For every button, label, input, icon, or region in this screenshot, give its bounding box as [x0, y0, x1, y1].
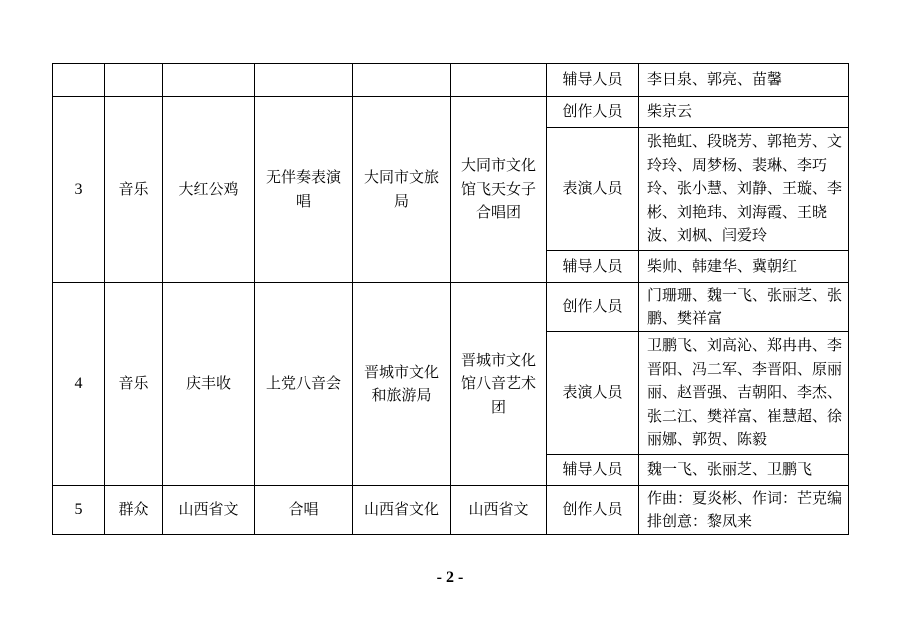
- entry-unit: 山西省文化: [353, 486, 451, 535]
- names-cell: 李日泉、郭亮、苗馨: [639, 64, 849, 97]
- role-cell: 辅导人员: [547, 64, 639, 97]
- names-cell: 张艳虹、段晓芳、郭艳芳、文玲玲、周梦杨、裴琳、李巧玲、张小慧、刘静、王璇、李彬、刘艳玮、刘海霞、王晓波、刘枫、闫爱玲: [639, 128, 849, 251]
- entry-title: 山西省文: [163, 486, 255, 535]
- cell-empty: [451, 64, 547, 97]
- entry-form: 无伴奏表演唱: [255, 97, 353, 283]
- names-cell: 门珊珊、魏一飞、张丽芝、张鹏、樊祥富: [639, 283, 849, 332]
- entry-unit: 晋城市文化和旅游局: [353, 283, 451, 486]
- cell-empty: [255, 64, 353, 97]
- cell-empty: [53, 64, 105, 97]
- table-row: [53, 97, 849, 128]
- role-cell: 表演人员: [547, 332, 639, 455]
- table-row: [53, 283, 849, 332]
- entry-category: 音乐: [105, 97, 163, 283]
- names-cell: 作曲：夏炎彬、作词：芒克编排创意：黎凤来: [639, 486, 849, 535]
- entry-troupe: 晋城市文化馆八音艺术团: [451, 283, 547, 486]
- role-cell: 辅导人员: [547, 455, 639, 486]
- entry-form: 上党八音会: [255, 283, 353, 486]
- entry-title: 庆丰收: [163, 283, 255, 486]
- entry-category: 音乐: [105, 283, 163, 486]
- page-number: - 2 -: [436, 569, 464, 586]
- table-row: [53, 64, 849, 97]
- cell-empty: [105, 64, 163, 97]
- names-cell: 卫鹏飞、刘高沁、郑冉冉、李晋阳、冯二军、李晋阳、原丽丽、赵晋强、吉朝阳、李杰、张二江、樊祥富、崔慧超、徐丽娜、郭贺、陈毅: [639, 332, 849, 455]
- names-cell: 柴京云: [639, 97, 849, 128]
- entry-number: 5: [53, 486, 105, 535]
- names-cell: 柴帅、韩建华、冀朝红: [639, 251, 849, 283]
- role-cell: 创作人员: [547, 486, 639, 535]
- table-row: [53, 486, 849, 535]
- entry-category: 群众: [105, 486, 163, 535]
- entry-troupe: 大同市文化馆飞天女子合唱团: [451, 97, 547, 283]
- entry-number: 4: [53, 283, 105, 486]
- entry-unit: 大同市文旅局: [353, 97, 451, 283]
- entry-troupe: 山西省文: [451, 486, 547, 535]
- role-cell: 创作人员: [547, 283, 639, 332]
- cell-empty: [163, 64, 255, 97]
- awards-table: [52, 63, 849, 535]
- role-cell: 辅导人员: [547, 251, 639, 283]
- names-cell: 魏一飞、张丽芝、卫鹏飞: [639, 455, 849, 486]
- role-cell: 表演人员: [547, 128, 639, 251]
- entry-number: 3: [53, 97, 105, 283]
- role-cell: 创作人员: [547, 97, 639, 128]
- cell-empty: [353, 64, 451, 97]
- entry-title: 大红公鸡: [163, 97, 255, 283]
- entry-form: 合唱: [255, 486, 353, 535]
